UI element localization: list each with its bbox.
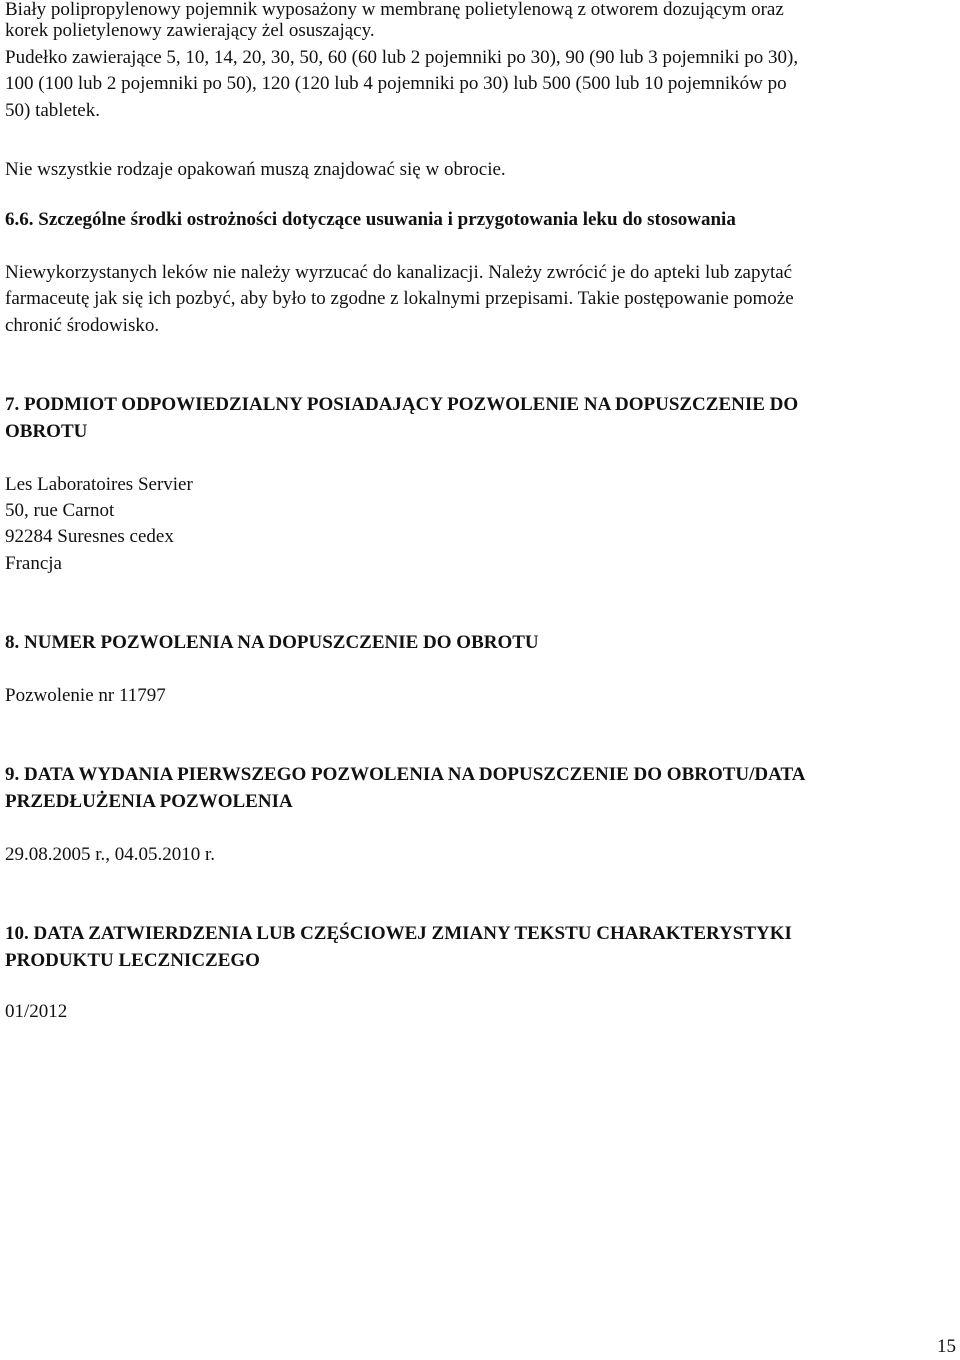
address-line: 92284 Suresnes cedex (5, 526, 174, 547)
section-9-heading: 9. DATA WYDANIA PIERWSZEGO POZWOLENIA NA DOPUSZCZENIE DO OBROTU/DATA (5, 764, 806, 785)
packaging-note: Nie wszystkie rodzaje opakowań muszą znajdować się w obrocie. (5, 159, 506, 180)
page-number: 15 (937, 1336, 956, 1357)
revision-date: 01/2012 (5, 1001, 68, 1022)
section-9-heading: PRZEDŁUŻENIA POZWOLENIA (5, 791, 293, 812)
address-line: 50, rue Carnot (5, 500, 115, 521)
section-6-6-text-line: farmaceutę jak się ich pozbyć, aby było to zgodne z lokalnymi przepisami. Takie postępowanie pomoże (5, 288, 794, 309)
authorization-dates: 29.08.2005 r., 04.05.2010 r. (5, 844, 216, 865)
packaging-text-line: 50) tabletek. (5, 100, 100, 121)
section-7-heading: OBROTU (5, 421, 88, 442)
section-6-6-text-line: chronić środowisko. (5, 315, 160, 336)
section-6-6-heading: 6.6. Szczególne środki ostrożności dotyczące usuwania i przygotowania leku do stosowania (5, 209, 736, 230)
section-7-heading: 7. PODMIOT ODPOWIEDZIALNY POSIADAJĄCY POZWOLENIE NA DOPUSZCZENIE DO (5, 394, 799, 415)
section-8-heading: 8. NUMER POZWOLENIA NA DOPUSZCZENIE DO OBROTU (5, 632, 539, 653)
section-10-heading: PRODUKTU LECZNICZEGO (5, 950, 260, 971)
packaging-text-line: korek polietylenowy zawierający żel osuszający. (5, 20, 375, 41)
address-line: Les Laboratoires Servier (5, 474, 193, 495)
address-line: Francja (5, 553, 62, 574)
packaging-text-line: Pudełko zawierające 5, 10, 14, 20, 30, 50, 60 (60 lub 2 pojemniki po 30), 90 (90 lub 3 pojemniki po 30), (5, 47, 799, 68)
section-10-heading: 10. DATA ZATWIERDZENIA LUB CZĘŚCIOWEJ ZMIANY TEKSTU CHARAKTERYSTYKI (5, 923, 792, 944)
packaging-text-line: Biały polipropylenowy pojemnik wyposażony w membranę polietylenową z otworem dozującym oraz (5, 0, 784, 20)
section-6-6-text-line: Niewykorzystanych leków nie należy wyrzucać do kanalizacji. Należy zwrócić je do apteki lub zapytać (5, 262, 793, 283)
authorization-number: Pozwolenie nr 11797 (5, 685, 166, 706)
packaging-text-line: 100 (100 lub 2 pojemniki po 50), 120 (120 lub 4 pojemniki po 30) lub 500 (500 lub 10 pojemników po (5, 73, 787, 94)
